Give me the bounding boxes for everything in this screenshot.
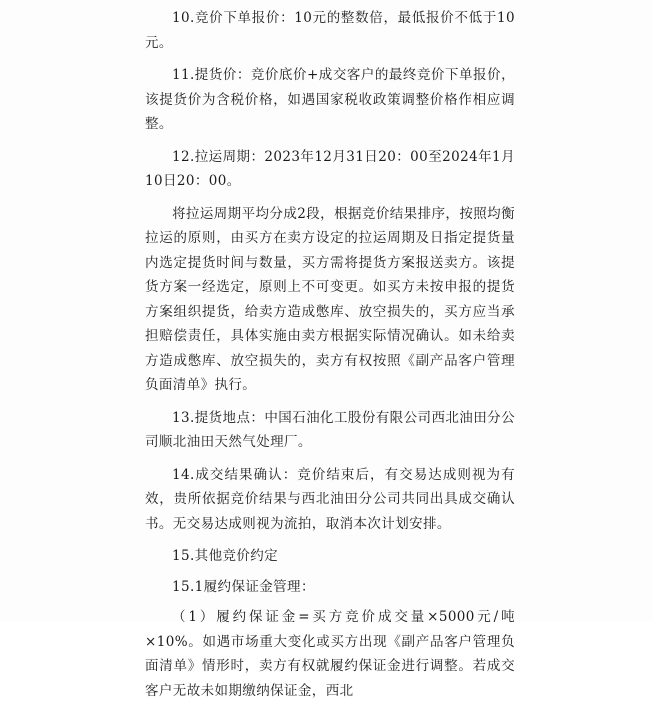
clause-15-heading: 15.其他竞价约定	[172, 548, 279, 564]
clause-10-bid-price: 10.竞价下单报价：10元的整数倍，最低报价不低于10元。	[145, 10, 515, 51]
clause-14-result-confirmation: 14.成交结果确认：竞价结束后，有交易达成则视为有效，贵所依据竞价结果与西北油田分公司共同出具成交确认书。无交易达成则视为流拍，取消本次计划安排。	[145, 466, 515, 532]
haul-period-details: 将拉运周期平均分成2段，根据竞价结果排序，按照均衡拉运的原则，由买方在卖方设定的拉运周期及日指定提货量内选定提货时间与数量，买方需将提货方案报送卖方。该提货方案一经选定，原则上不可变更。如买方未按申报的提货方案组织提货，给卖方造成憋库、放空损失的，买方应当承担赔偿责任，具体实施由卖方根据实际情况确认。如未给卖方造成憋库、放空损失的，卖方有权按照《副产品客户管理负面清单》执行。	[145, 205, 515, 393]
clause-15-1-item-1: （1）履约保证金=买方竞价成交量×5000元/吨×10%。如遇市场重大变化或买方出现《副产品客户管理负面清单》情形时，卖方有权就履约保证金进行调整。若成交客户无故未如期缴纳保证金，西北	[145, 609, 515, 699]
clause-11-pickup-price: 11.提货价：竞价底价+成交客户的最终竞价下单报价，该提货价为含税价格，如遇国家税收政策调整价格作相应调整。	[145, 67, 515, 132]
clause-12-haul-period: 12.拉运周期：2023年12月31日20：00至2024年1月10日20：00。	[145, 148, 515, 189]
clause-15-1-heading: 15.1履约保证金管理：	[172, 578, 315, 595]
clause-13-pickup-location: 13.提货地点：中国石油化工股份有限公司西北油田分公司顺北油田天然气处理厂。	[145, 409, 515, 450]
document-body	[145, 6, 515, 711]
